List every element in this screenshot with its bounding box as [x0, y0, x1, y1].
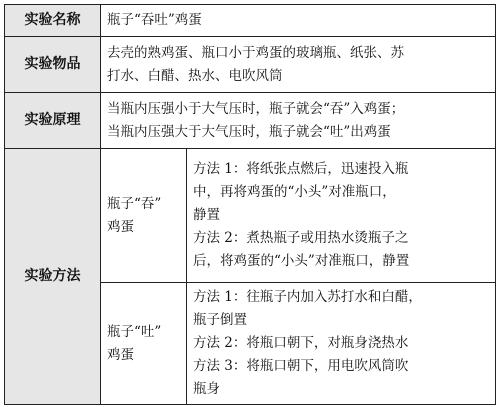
principle-line: 当瓶内压强小于大气压时，瓶子就会“吞”入鸡蛋；: [107, 100, 405, 117]
method-spit-line: 瓶身: [193, 381, 220, 397]
method-swallow-line: 中，再将鸡蛋的“小头”对准瓶口，: [193, 184, 396, 200]
method-swallow-line: 静置: [193, 207, 220, 223]
label-materials: 实验物品: [5, 37, 101, 93]
experiment-table: [4, 4, 496, 405]
value-principle: [101, 93, 496, 149]
method-spit-steps: [187, 283, 496, 405]
row-experiment-name: [5, 5, 496, 37]
method-swallow-steps: [187, 149, 496, 283]
method-swallow-line: 方法 2：煮热瓶子或用热水烫瓶子之: [193, 230, 409, 246]
method-swallow-line: 后，将鸡蛋的“小头”对准瓶口，静置: [193, 253, 410, 269]
value-experiment-name: 瓶子“吞吐”鸡蛋: [101, 5, 496, 37]
method-spit-title-line: 瓶子“吐”: [107, 323, 162, 340]
row-materials: [5, 37, 496, 93]
label-principle: 实验原理: [5, 93, 101, 149]
row-method-swallow: [5, 149, 496, 283]
materials-line: 去壳的熟鸡蛋、瓶口小于鸡蛋的玻璃瓶、纸张、苏: [107, 44, 404, 61]
method-swallow-title-line: 瓶子“吞”: [107, 195, 162, 212]
method-swallow-line: 方法 1：将纸张点燃后，迅速投入瓶: [193, 161, 409, 177]
method-spit-line: 瓶子倒置: [193, 312, 247, 328]
row-principle: [5, 93, 496, 149]
label-experiment-name: 实验名称: [5, 5, 101, 37]
principle-line: 当瓶内压强大于大气压时，瓶子就会“吐”出鸡蛋: [107, 123, 391, 140]
method-spit-line: 方法 2：将瓶口朝下，对瓶身浇热水: [193, 335, 409, 351]
method-spit-title: [101, 283, 187, 405]
value-materials: [101, 37, 496, 93]
label-methods: 实验方法: [5, 149, 101, 405]
materials-line: 打水、白醋、热水、电吹风筒: [107, 67, 283, 84]
method-swallow-title: [101, 149, 187, 283]
method-spit-title-line: 鸡蛋: [107, 346, 134, 363]
method-spit-line: 方法 1：往瓶子内加入苏打水和白醋，: [193, 289, 422, 305]
method-spit-line: 方法 3：将瓶口朝下，用电吹风筒吹: [193, 358, 409, 374]
method-swallow-title-line: 鸡蛋: [107, 218, 134, 235]
